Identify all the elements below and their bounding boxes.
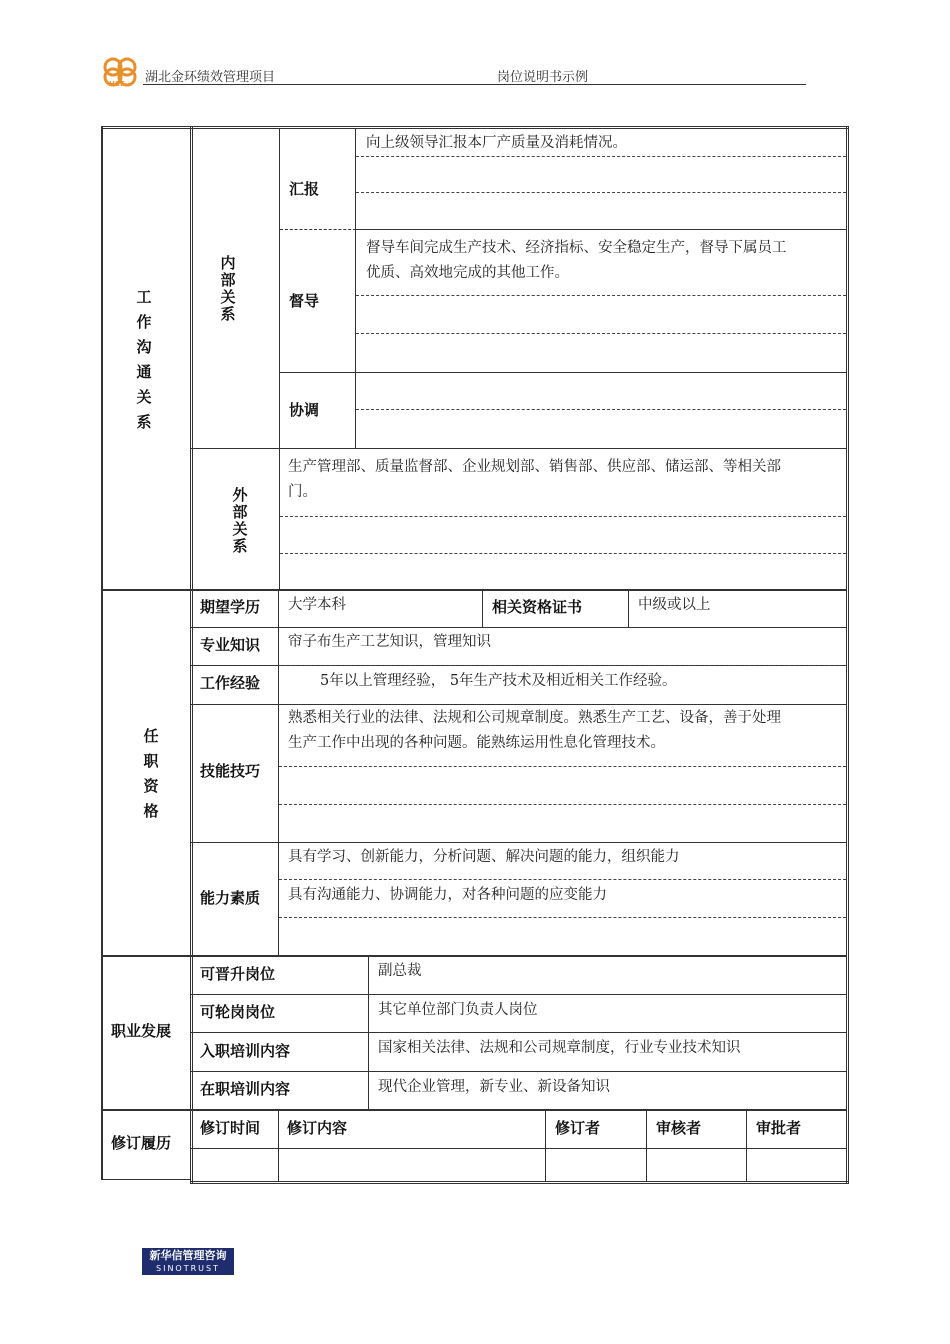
- section-label-qualification: [141, 724, 161, 824]
- coordinate-label: 协调: [289, 401, 320, 419]
- section-label-career: 职业发展: [111, 1022, 172, 1040]
- induction-training-value: 国家相关法律、法规和公司规章制度，行业专业技术知识: [378, 1040, 741, 1056]
- external-char: 系: [232, 537, 248, 555]
- section-char: 任: [143, 727, 159, 745]
- supervise-text-line-1: 督导车间完成生产技术、经济指标、安全稳定生产，督导下属员工: [366, 240, 787, 256]
- promotion-value: 副总裁: [378, 963, 422, 979]
- footer-logo: [142, 1248, 234, 1275]
- education-value: 大学本科: [288, 597, 346, 613]
- experience-value: 5年以上管理经验， 5年生产技术及相近相关工作经验。: [320, 673, 677, 689]
- revision-header-reviewer: 审核者: [656, 1119, 702, 1137]
- report-text: 向上级领导汇报本厂产质量及消耗情况。: [366, 135, 627, 151]
- skills-text-line-1: 熟悉相关行业的法律、法规和公司规章制度。熟悉生产工艺、设备，善于处理: [288, 710, 781, 726]
- external-char: 关: [232, 520, 248, 538]
- certificate-label: 相关资格证书: [492, 598, 583, 616]
- section-label-communication: [134, 285, 154, 435]
- section-char: 沟: [136, 338, 152, 356]
- induction-training-label: 入职培训内容: [200, 1042, 291, 1060]
- footer-logo-line-2: SINOTRUST: [156, 1264, 220, 1273]
- section-char: 系: [136, 413, 152, 431]
- knowledge-label: 专业知识: [200, 636, 261, 654]
- logo-caption: HCF: [109, 80, 125, 88]
- education-label: 期望学历: [200, 598, 261, 616]
- report-label: 汇报: [289, 180, 320, 198]
- skills-label: 技能技巧: [200, 762, 261, 780]
- experience-label: 工作经验: [200, 674, 261, 692]
- certificate-value: 中级或以上: [638, 597, 711, 613]
- section-char: 工: [136, 288, 152, 306]
- section-label-revision: 修订履历: [111, 1134, 172, 1152]
- internal-relations-label: [218, 255, 238, 323]
- section-char: 职: [143, 752, 159, 770]
- external-text-line-2: 门。: [288, 484, 317, 500]
- internal-char: 内: [220, 254, 236, 272]
- revision-header-approver: 审批者: [756, 1119, 802, 1137]
- external-char: 外: [232, 486, 248, 504]
- project-title: 湖北金环绩效管理项目: [145, 70, 276, 85]
- rotation-label: 可轮岗岗位: [200, 1003, 276, 1021]
- document-title: 岗位说明书示例: [497, 70, 589, 85]
- internal-char: 系: [220, 305, 236, 323]
- header-rule: [143, 84, 806, 85]
- external-char: 部: [232, 503, 248, 521]
- external-relations-label: [230, 487, 250, 555]
- ability-text-line-1: 具有学习、创新能力，分析问题、解决问题的能力，组织能力: [288, 849, 680, 865]
- skills-text-line-2: 生产工作中出现的各种问题。能熟练运用性息化管理技术。: [288, 735, 665, 751]
- supervise-text-line-2: 优质、高效地完成的其他工作。: [366, 265, 569, 281]
- ability-text-line-2: 具有沟通能力、协调能力，对各种问题的应变能力: [288, 887, 607, 903]
- section-char: 作: [136, 313, 152, 331]
- revision-header-time: 修订时间: [200, 1119, 261, 1137]
- promotion-label: 可晋升岗位: [200, 965, 276, 983]
- external-text-line-1: 生产管理部、质量监督部、企业规划部、销售部、供应部、储运部、等相关部: [288, 459, 781, 475]
- rotation-value: 其它单位部门负责人岗位: [378, 1002, 538, 1018]
- knowledge-value: 帘子布生产工艺知识，管理知识: [288, 634, 491, 650]
- revision-header-reviser: 修订者: [555, 1119, 601, 1137]
- revision-header-content: 修订内容: [287, 1119, 348, 1137]
- footer-logo-line-1: 新华信管理咨询: [149, 1249, 227, 1262]
- internal-char: 关: [220, 288, 236, 306]
- supervise-label: 督导: [289, 292, 320, 310]
- onjob-training-value: 现代企业管理，新专业、新设备知识: [378, 1079, 610, 1095]
- onjob-training-label: 在职培训内容: [200, 1080, 291, 1098]
- ability-label: 能力素质: [200, 889, 261, 907]
- internal-char: 部: [220, 271, 236, 289]
- section-char: 关: [136, 388, 152, 406]
- company-logo: [100, 55, 140, 95]
- section-char: 通: [136, 363, 152, 381]
- section-char: 格: [143, 802, 159, 820]
- section-char: 资: [143, 777, 159, 795]
